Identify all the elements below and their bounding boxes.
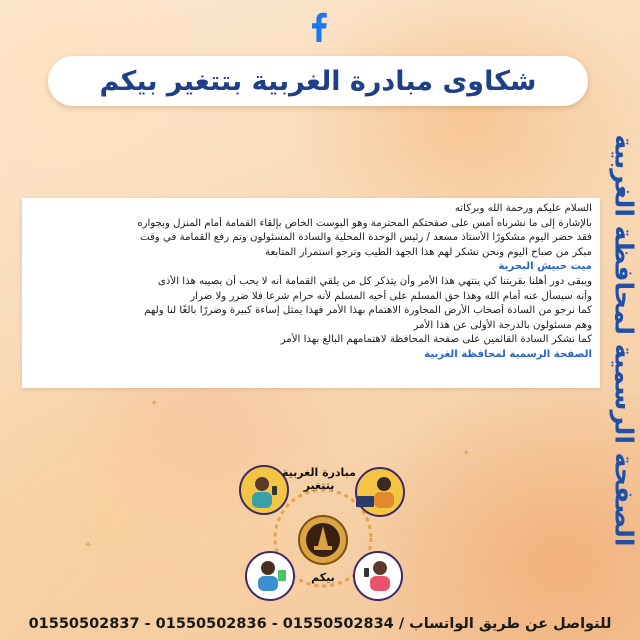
post-line: وهم مسئولون بالدرجة الأولى عن هذا الأمر [413,319,592,331]
post-content-box [22,198,600,388]
page-title: شكاوى مبادرة الغربية بتتغير بيكم [99,65,537,97]
side-title: الصفحة الرسمية لمحافظة الغربية [609,134,639,546]
sparkle-decoration: ✦ [150,398,159,409]
page-mention-link[interactable]: الصفحة الرسمية لمحافظة الغربية [424,348,592,360]
post-line: السلام عليكم ورحمة الله وبركاته [454,203,592,214]
governorate-emblem-icon [299,516,347,564]
post-line: وأنه سيسأل عنه أمام الله وهذا حق المسلم على أخيه المسلم لأنه حرام شرعا فلا ضرر ولا ضرار [190,290,592,302]
whatsapp-contact [0,612,640,636]
post-line: مبكر من صباح اليوم ونحن نشكر لهم هذا الجهد الطيب ونرجو استمرار المتابعة [265,246,592,258]
badge-label-top: مبادرة الغربية بتتغير [282,466,356,492]
badge-label-bottom: بيكم [311,571,335,584]
facebook-icon[interactable] [306,12,332,42]
initiative-badge [228,460,418,608]
post-line: ويبقى دور أهلنا بقريتنا كي ينتهي هذا الأمر وأن يتذكر كل من يلقي القمامة أنه لا يحب أن يصيبه هذا الأذى [157,275,592,287]
person-tablet-icon [246,552,294,600]
sparkle-decoration: ✦ [462,448,471,459]
post-text [22,198,600,363]
location-tag[interactable]: ميت حبيش البحرية [498,261,592,273]
whatsapp-contact-text[interactable]: للتواصل عن طريق الواتساب / 01550502834 - 01550502836 - 01550502837 [28,616,612,632]
post-line: بالإشارة إلى ما نشرناه أمس على صفحتكم المحترمة وهو البوست الخاص بإلقاء القمامة أمام المنزل وبجواره [137,217,592,229]
side-title-container [604,100,640,580]
title-banner [48,56,588,106]
person-laptop-icon [356,468,404,516]
post-line: فقد حضر اليوم مشكورًا الأستاذ مسعد / رئيس الوحدة المحلية والسادة المسئولون وتم رفع القمامة في وقت [139,232,592,244]
post-line: كما نرجو من السادة أصحاب الأرض المجاورة الاهتمام بهذا الأمر فهذا يمثل إساءة كبيرة وضررًا بالغًا لنا ولهم [144,305,592,317]
sparkle-decoration: ✦ [84,540,93,551]
person-phone-icon [354,552,402,600]
post-line: كما نشكر السادة القائمين على صفحة المحافظة لاهتمامهم البالغ بهذا الأمر [280,334,592,346]
